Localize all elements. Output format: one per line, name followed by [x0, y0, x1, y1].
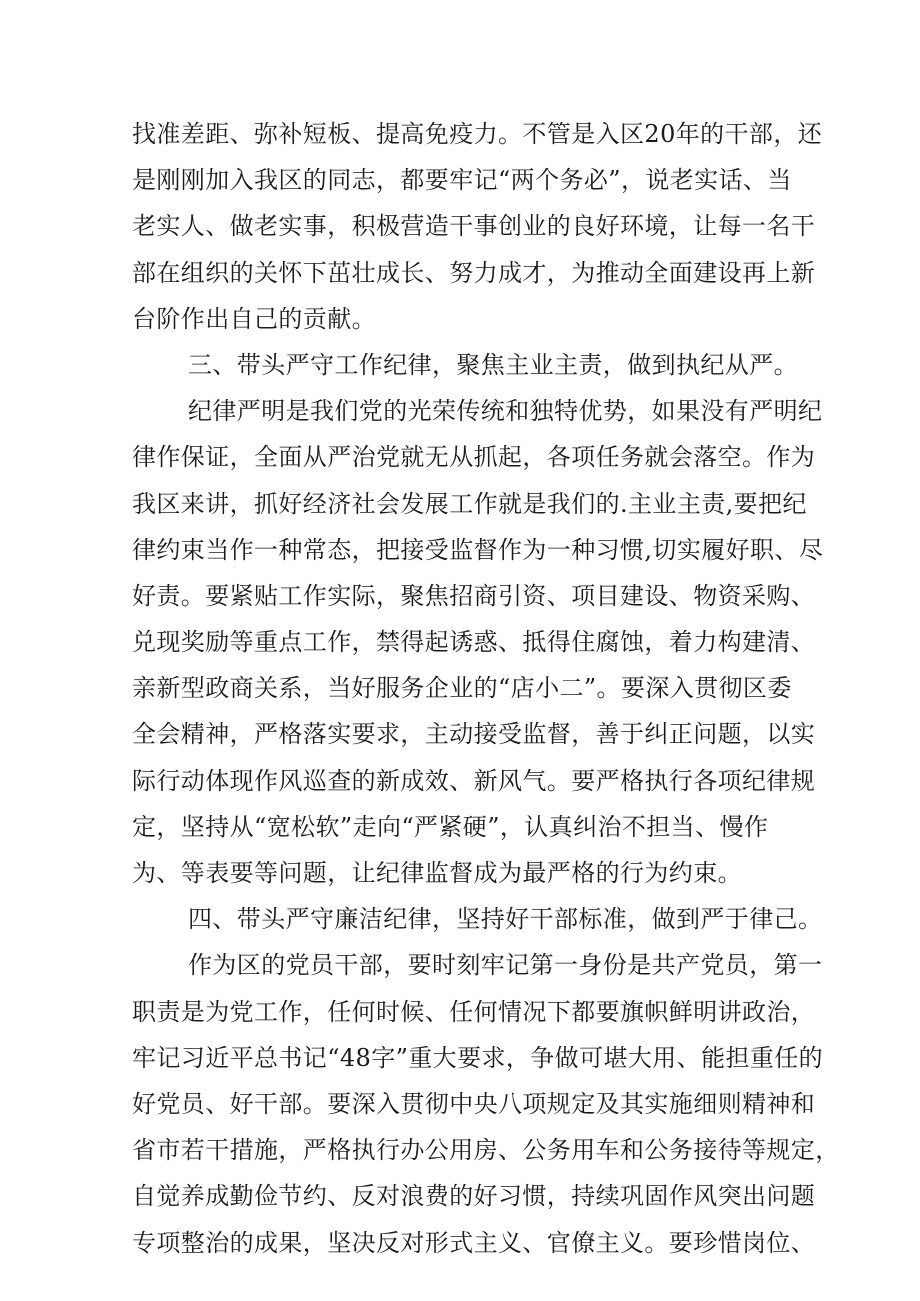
paragraph-line: 找准差距、弥补短板、提高免疫力。不管是入区20年的干部，还: [132, 120, 823, 148]
paragraph-line: 职责是为党工作，任何时候、任何情况下都要旗帜鲜明讲政治，: [132, 997, 816, 1026]
paragraph-line: 我区来讲，抓好经济社会发展工作就是我们的.主业主责,要把纪: [132, 489, 807, 518]
paragraph-line: 部在组织的关怀下茁壮成长、努力成才，为推动全面建设再上新: [132, 258, 816, 287]
paragraph-line: 自觉养成勤俭节约、反对浪费的好习惯，持续巩固作风突出问题: [132, 1182, 816, 1211]
paragraph-line: 省市若干措施，严格执行办公用房、公务用车和公务接待等规定，: [132, 1136, 840, 1165]
paragraph-line: 好责。要紧贴工作实际，聚焦招商引资、项目建设、物资采购、: [132, 581, 816, 610]
paragraph-line: 老实人、做老实事，积极营造干事创业的良好环境，让每一名干: [132, 212, 816, 241]
paragraph-line: 台阶作出自己的贡献。: [132, 304, 376, 333]
paragraph-line: 牢记习近平总书记“48字”重大要求，争做可堪大用、能担重任的: [132, 1043, 824, 1072]
paragraph-line: 律约束当作一种常态，把接受监督作为一种习惯,切实履好职、尽: [132, 535, 824, 564]
paragraph-line: 际行动体现作风巡查的新成效、新风气。要严格执行各项纪律规: [132, 766, 816, 795]
paragraph-line: 亲新型政商关系，当好服务企业的“店小二”。要深入贯彻区委: [132, 674, 792, 703]
paragraph-line: 好党员、好干部。要深入贯彻中央八项规定及其实施细则精神和: [132, 1089, 816, 1118]
document-body: [132, 111, 840, 1266]
paragraph-line: 兑现奖励等重点工作，禁得起诱惑、抵得住腐蚀，着力构建清、: [132, 628, 816, 657]
paragraph-line: 为、等表要等问题，让纪律监督成为最严格的行为约束。: [132, 859, 742, 887]
paragraph-line: 定，坚持从“宽松软”走向“严紧硬”，认真纠治不担当、慢作: [132, 812, 769, 841]
paragraph-line: 全会精神，严格落实要求，主动接受监督，善于纠正问题，以实: [132, 720, 816, 749]
paragraph-line: 是刚刚加入我区的同志，都要牢记“两个务必”，说老实话、当: [132, 166, 792, 195]
paragraph-line: 作为区的党员干部，要时刻牢记第一身份是共产党员，第一: [188, 951, 823, 980]
section-heading-3: 三、带头严守工作纪律，聚焦主业主责，做到执纪从严。: [188, 350, 798, 379]
paragraph-line: 专项整治的成果，坚决反对形式主义、官僚主义。要珍惜岗位、: [132, 1228, 816, 1257]
section-heading-4: 四、带头严守廉洁纪律，坚持好干部标准，做到严于律己。: [188, 905, 823, 934]
paragraph-line: 纪律严明是我们党的光荣传统和独特优势，如果没有严明纪: [188, 397, 823, 426]
paragraph-line: 律作保证，全面从严治党就无从抓起，各项任务就会落空。作为: [132, 443, 816, 472]
